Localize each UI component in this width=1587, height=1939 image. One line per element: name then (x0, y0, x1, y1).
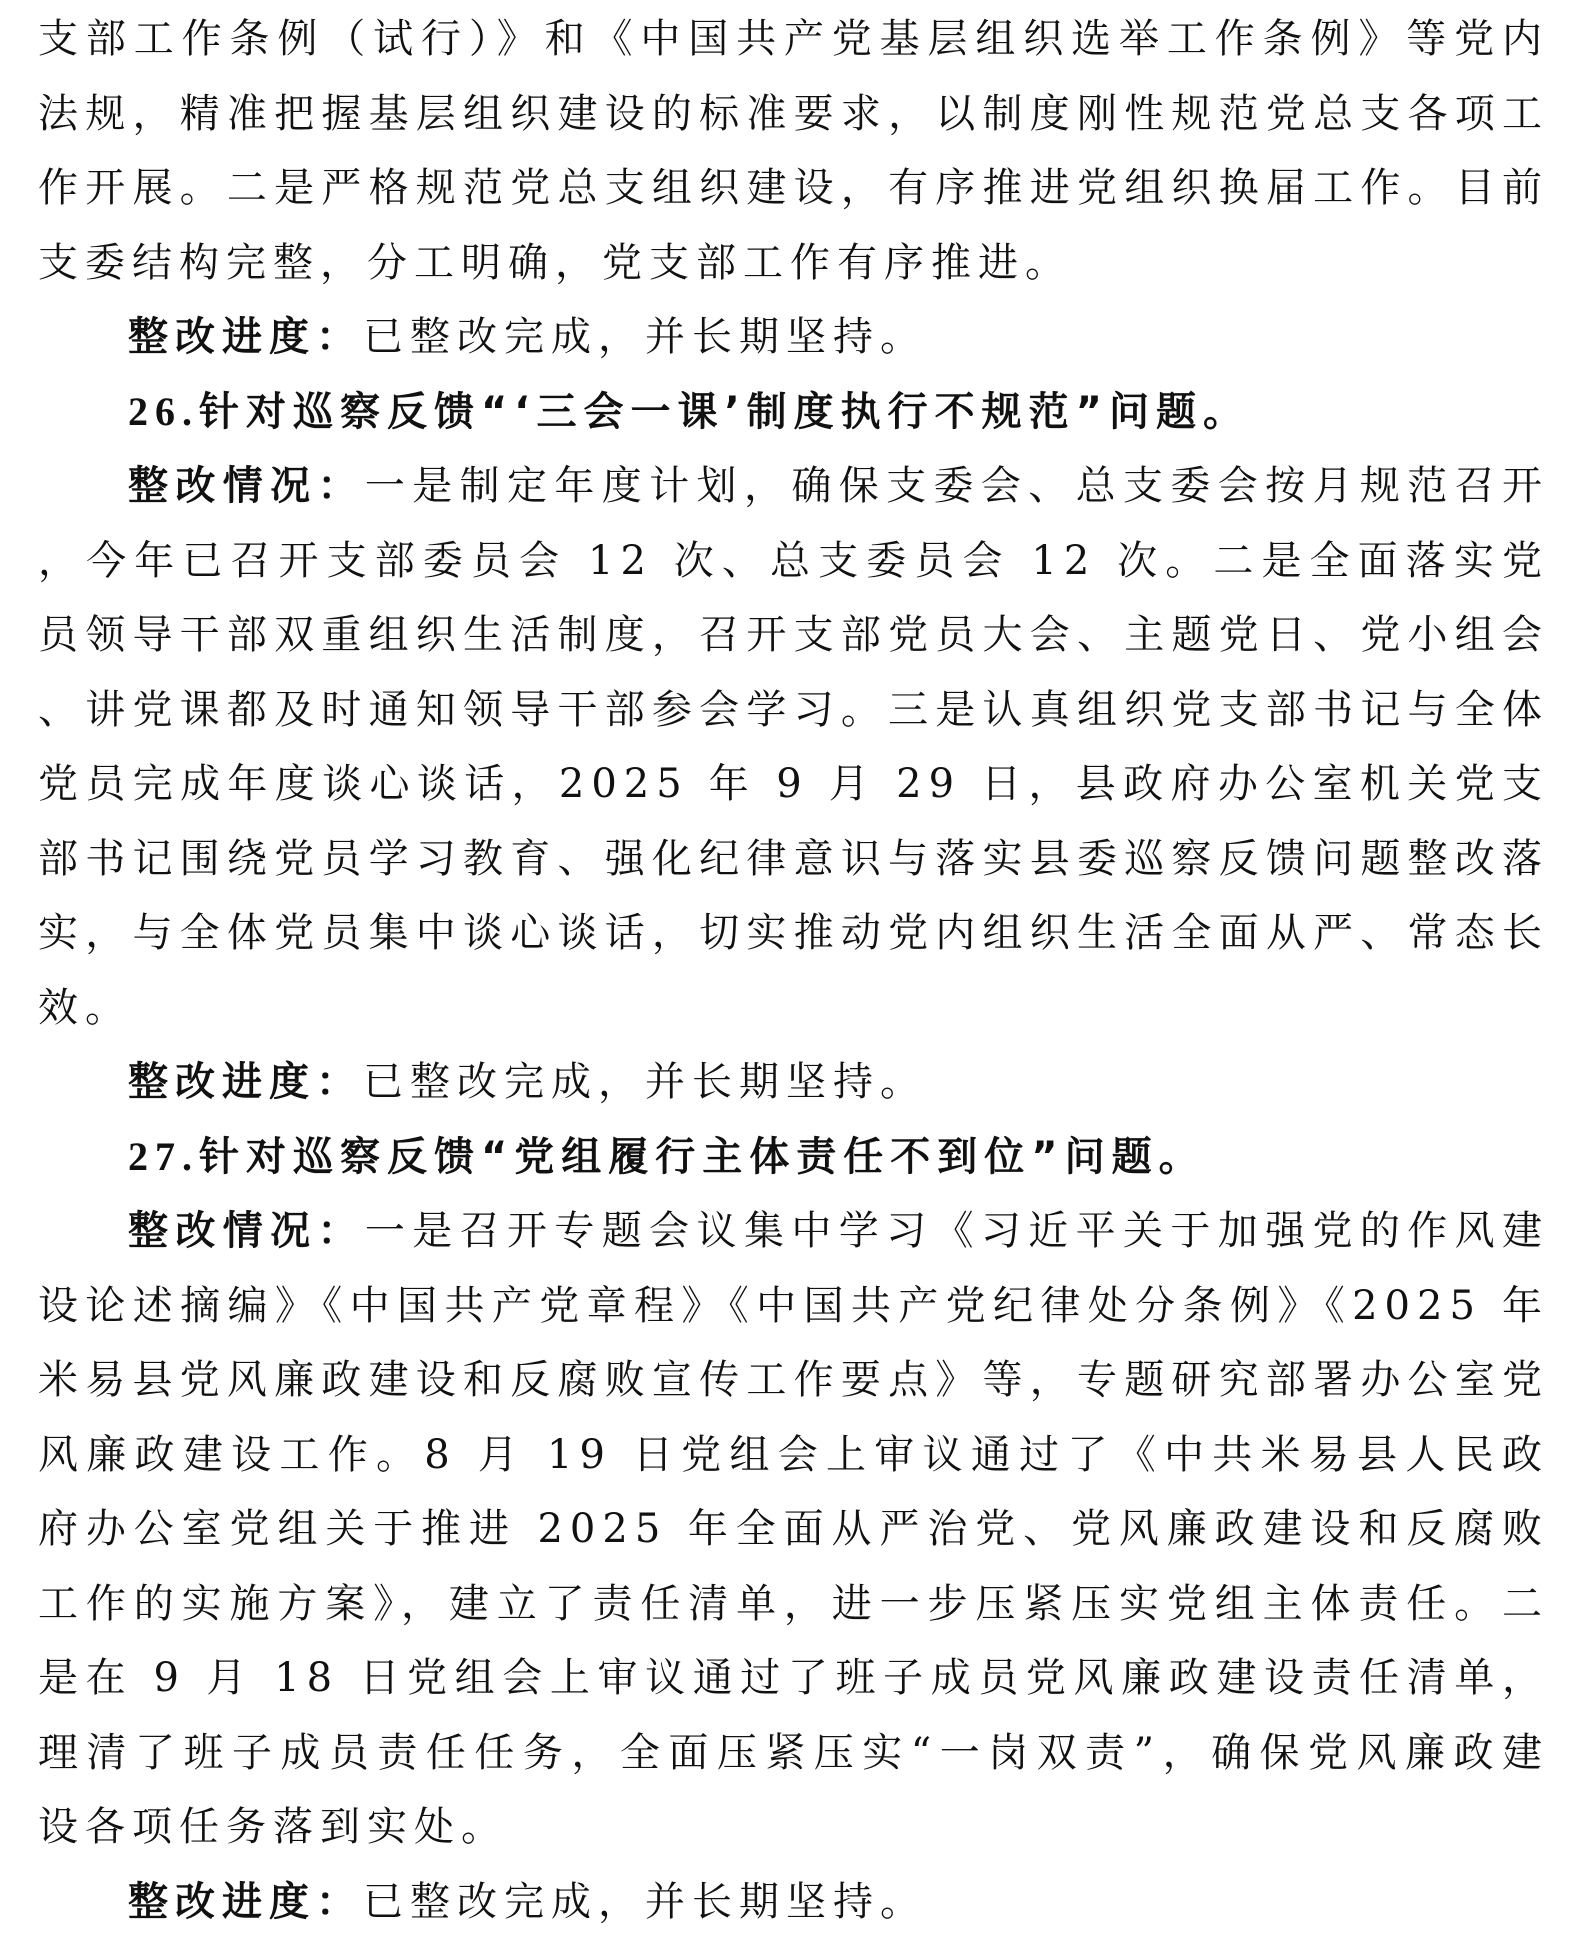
item-27-heading (38, 1120, 1549, 1195)
item-26-title: 针对巡察反馈“‘三会一课’制度执行不规范”问题。 (199, 389, 1250, 435)
progress-label: 整改进度： (128, 314, 363, 360)
item-27-number: 27. (128, 1134, 199, 1179)
progress-label: 整改进度： (128, 1059, 363, 1105)
item-26-progress (38, 1045, 1549, 1120)
progress-text: 已整改完成，并长期坚持。 (363, 1879, 927, 1925)
progress-text: 已整改完成，并长期坚持。 (363, 1059, 927, 1105)
continued-paragraph: 支部工作条例（试行）》和《中国共产党基层组织选举工作条例》等党内法规，精准把握基层组织建设的标准要求，以制度刚性规范党总支各项工作开展。二是严格规范党总支组织建设，有序推进党组织换届工作。目前支委结构完整，分工明确，党支部工作有序推进。 (38, 2, 1549, 300)
item-26-number: 26. (128, 389, 199, 434)
progress-paragraph-25 (38, 300, 1549, 375)
progress-label: 整改进度： (128, 1879, 363, 1925)
situation-text: 一是制定年度计划，确保支委会、总支委会按月规范召开，今年已召开支部委员会 12 次、总支委员会 12 次。二是全面落实党员领导干部双重组织生活制度，召开支部党员大会、主题党日、党小组会、讲党课都及时通知领导干部参会学习。三是认真组织党支部书记与全体党员完成年度谈心谈话，2025 年 9 月 29 日，县政府办公室机关党支部书记围绕党员学习教育、强化纪律意识与落实县委巡察反馈问题整改落实，与全体党员集中谈心谈话，切实推动党内组织生活全面从严、常态长效。 (38, 463, 1549, 1031)
item-26-situation (38, 449, 1549, 1045)
item-27-situation (38, 1194, 1549, 1865)
situation-label: 整改情况： (128, 463, 365, 509)
item-27-title: 针对巡察反馈“党组履行主体责任不到位”问题。 (199, 1134, 1206, 1180)
situation-text: 一是召开专题会议集中学习《习近平关于加强党的作风建设论述摘编》《中国共产党章程》《中国共产党纪律处分条例》《2025 年米易县党风廉政建设和反腐败宣传工作要点》等，专题研究部署办公室党风廉政建设工作。8 月 19 日党组会上审议通过了《中共米易县人民政府办公室党组关于推进 2025 年全面从严治党、党风廉政建设和反腐败工作的实施方案》，建立了责任清单，进一步压紧压实党组主体责任。二是在 9 月 18 日党组会上审议通过了班子成员党风廉政建设责任清单，理清了班子成员责任任务，全面压紧压实“一岗双责”，确保党风廉政建设各项任务落到实处。 (38, 1208, 1549, 1850)
item-26-heading (38, 375, 1549, 450)
progress-text: 已整改完成，并长期坚持。 (363, 314, 927, 360)
item-27-progress (38, 1865, 1549, 1939)
document-page (0, 2, 1587, 1791)
situation-label: 整改情况： (128, 1208, 365, 1254)
